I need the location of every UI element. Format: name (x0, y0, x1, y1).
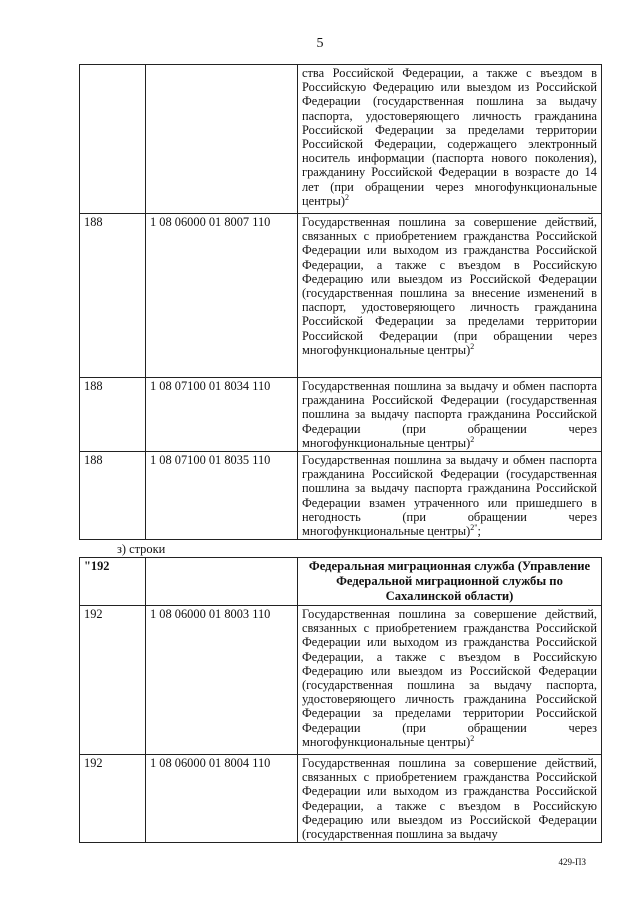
description-cell (298, 65, 602, 214)
agency-title: Федеральная миграционная служба (Управление Федеральной миграционной службы по Сахалинской области) (298, 558, 602, 606)
table-row (80, 65, 602, 214)
budget-code-cell: 1 08 07100 01 8034 110 (146, 378, 298, 452)
description-cell (298, 378, 602, 452)
table-row (80, 452, 602, 540)
page-number: 5 (316, 36, 324, 51)
description-text: Государственная пошлина за совершение действий, связанных с приобретением гражданства Российской Федерации или выходом из гражданства Российской Федерации, а также с въездом в Российскую Федерацию или выездом из Российской Федерации (государственная пошлина за внесение изменений в паспорт, удостоверяющего личность гражданина Российской Федерации за пределами территории Российской Федерации (при обращении через многофункциональные центры) (302, 215, 597, 357)
admin-code-cell: 192 (80, 755, 146, 843)
agency-heading-row (80, 558, 602, 606)
budget-code-cell (146, 558, 298, 606)
footnote-mark: 2 (470, 733, 475, 743)
budget-code-cell: 1 08 06000 01 8004 110 (146, 755, 298, 843)
table-row (80, 606, 602, 755)
admin-code-cell: 188 (80, 214, 146, 378)
description-text: Государственная пошлина за выдачу и обмен паспорта гражданина Российской Федерации (государственная пошлина за выдачу паспорта гражданина Российской Федерации взамен утраченного или пришедшего в негодность (при обращении через многофункциональные центры) (302, 453, 597, 539)
budget-code-cell: 1 08 07100 01 8035 110 (146, 452, 298, 540)
budget-code-cell: 1 08 06000 01 8007 110 (146, 214, 298, 378)
document-code: 429-ПЗ (558, 857, 586, 867)
description-cell (298, 452, 602, 540)
footnote-mark: 2 (470, 434, 475, 444)
admin-code-cell: 188 (80, 378, 146, 452)
closing-punctuation: ; (477, 524, 481, 539)
footnote-mark: 2" (470, 522, 478, 532)
admin-code-cell (80, 65, 146, 214)
admin-code-cell: 188 (80, 452, 146, 540)
admin-code-cell: 192 (80, 606, 146, 755)
admin-code-cell: "192 (80, 558, 146, 606)
footnote-mark: 2 (344, 192, 349, 202)
footnote-mark: 2 (470, 341, 475, 351)
table-row (80, 755, 602, 843)
revenue-codes-table-inserted (79, 557, 602, 843)
description-cell (298, 606, 602, 755)
table-row (80, 378, 602, 452)
description-text: Государственная пошлина за совершение действий, связанных с приобретением гражданства Российской Федерации или выходом из гражданства Российской Федерации, а также с въездом в Российскую Федерацию или выездом из Российской Федерации (государственная пошлина за выдачу паспорта, удостоверяющего личность гражданина Российской Федерации за пределами территории Российской Федерации (при обращении через многофункциональные центры) (302, 607, 597, 749)
budget-code-cell: 1 08 06000 01 8003 110 (146, 606, 298, 755)
section-label: з) строки (117, 542, 166, 556)
description-text: ства Российской Федерации, а также с въездом в Российскую Федерацию или выездом из Российской Федерации (государственная пошлина за выдачу паспорта, удостоверяющего личность гражданина Российской Федерации за пределами территории Российской Федерации, содержащего электронный носитель информации (паспорта нового поколения), гражданину Российской Федерации в возрасте до 14 лет (при обращении через многофункциональные центры) (302, 66, 597, 208)
description-text: Государственная пошлина за совершение действий, связанных с приобретением гражданства Российской Федерации или выходом из гражданства Российской Федерации, а также с въездом в Российскую Федерацию или выездом из Российской Федерации (государственная пошлина за выдачу (302, 756, 597, 842)
budget-code-cell (146, 65, 298, 214)
description-text: Государственная пошлина за выдачу и обмен паспорта гражданина Российской Федерации (государственная пошлина за выдачу паспорта гражданина Российской Федерации (при обращении через многофункциональные центры) (302, 379, 597, 450)
description-cell (298, 214, 602, 378)
revenue-codes-table-continued (79, 64, 602, 540)
description-cell (298, 755, 602, 843)
table-row (80, 214, 602, 378)
